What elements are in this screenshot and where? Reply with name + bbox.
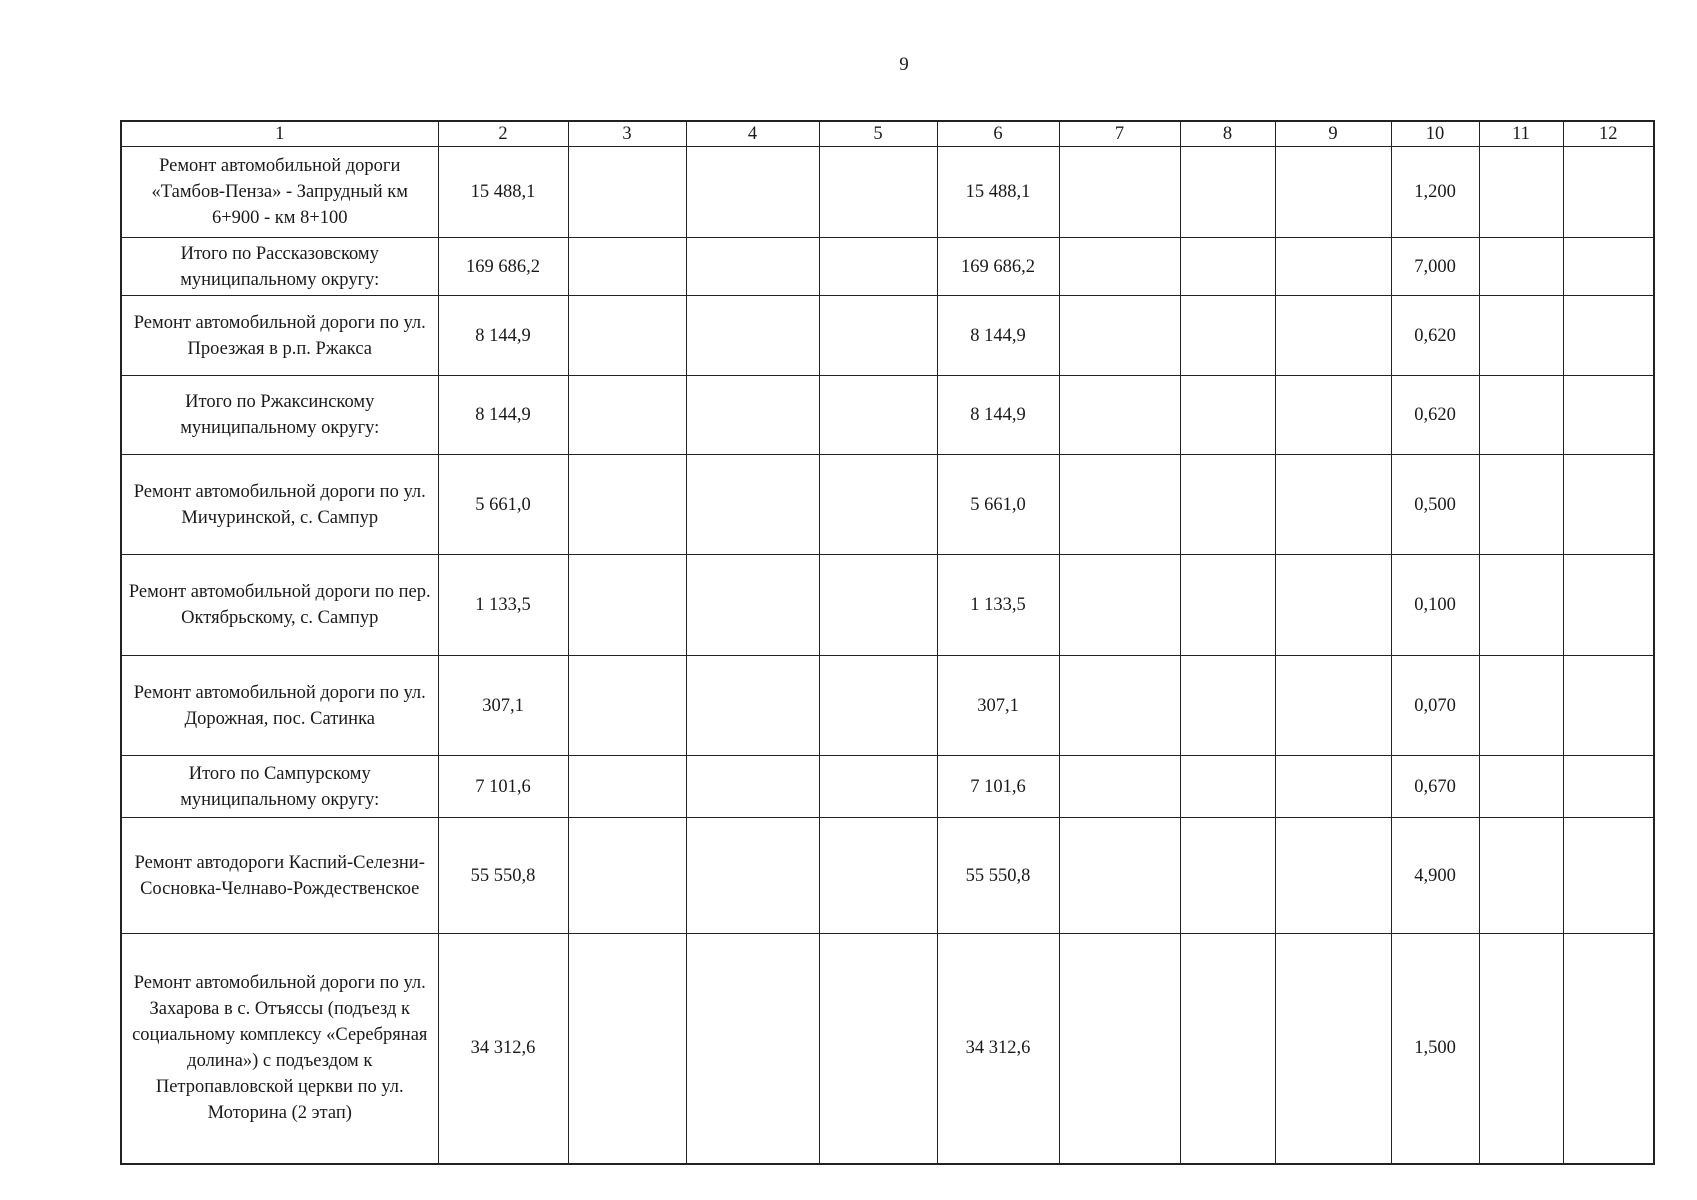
empty-cell	[819, 455, 937, 555]
value-cell-col6: 8 144,9	[937, 376, 1059, 455]
value-cell-col2: 1 133,5	[438, 555, 568, 656]
value-cell-col6: 34 312,6	[937, 934, 1059, 1164]
column-header: 2	[438, 121, 568, 147]
empty-cell	[568, 818, 686, 934]
value-cell-col10: 0,620	[1391, 296, 1479, 376]
empty-cell	[1563, 238, 1654, 296]
value-cell-col10: 0,100	[1391, 555, 1479, 656]
empty-cell	[686, 296, 819, 376]
empty-cell	[686, 455, 819, 555]
empty-cell	[1479, 376, 1563, 455]
empty-cell	[1180, 455, 1275, 555]
empty-cell	[1059, 238, 1180, 296]
table-row	[121, 656, 1654, 756]
empty-cell	[1563, 296, 1654, 376]
column-header: 9	[1275, 121, 1391, 147]
empty-cell	[686, 376, 819, 455]
column-header: 4	[686, 121, 819, 147]
value-cell-col6: 5 661,0	[937, 455, 1059, 555]
value-cell-col2: 7 101,6	[438, 756, 568, 818]
column-header: 7	[1059, 121, 1180, 147]
column-header: 6	[937, 121, 1059, 147]
road-name-cell: Ремонт автомобильной дороги «Тамбов-Пенза» - Запрудный км 6+900 - км 8+100	[121, 147, 438, 238]
table-row	[121, 147, 1654, 238]
empty-cell	[568, 238, 686, 296]
column-header: 11	[1479, 121, 1563, 147]
value-cell-col10: 4,900	[1391, 818, 1479, 934]
table-row	[121, 296, 1654, 376]
empty-cell	[1275, 455, 1391, 555]
column-header: 12	[1563, 121, 1654, 147]
empty-cell	[1479, 756, 1563, 818]
empty-cell	[568, 656, 686, 756]
empty-cell	[1059, 455, 1180, 555]
empty-cell	[1479, 818, 1563, 934]
empty-cell	[1275, 656, 1391, 756]
table-row	[121, 934, 1654, 1164]
empty-cell	[819, 818, 937, 934]
header-row	[121, 121, 1654, 147]
empty-cell	[1180, 656, 1275, 756]
empty-cell	[1180, 238, 1275, 296]
total-row	[121, 756, 1654, 818]
value-cell-col2: 8 144,9	[438, 296, 568, 376]
empty-cell	[1479, 656, 1563, 756]
empty-cell	[1059, 818, 1180, 934]
value-cell-col10: 0,670	[1391, 756, 1479, 818]
road-name-cell: Ремонт автомобильной дороги по ул. Мичуринской, с. Сампур	[121, 455, 438, 555]
empty-cell	[819, 934, 937, 1164]
empty-cell	[1479, 555, 1563, 656]
empty-cell	[686, 934, 819, 1164]
total-row	[121, 376, 1654, 455]
empty-cell	[1563, 756, 1654, 818]
empty-cell	[568, 934, 686, 1164]
empty-cell	[1563, 376, 1654, 455]
empty-cell	[1563, 455, 1654, 555]
road-name-cell: Ремонт автомобильной дороги по пер. Октябрьскому, с. Сампур	[121, 555, 438, 656]
empty-cell	[568, 376, 686, 455]
value-cell-col2: 5 661,0	[438, 455, 568, 555]
value-cell-col6: 169 686,2	[937, 238, 1059, 296]
column-header: 1	[121, 121, 438, 147]
empty-cell	[1479, 147, 1563, 238]
empty-cell	[819, 656, 937, 756]
column-header: 10	[1391, 121, 1479, 147]
value-cell-col2: 169 686,2	[438, 238, 568, 296]
empty-cell	[1059, 656, 1180, 756]
table-row	[121, 455, 1654, 555]
value-cell-col2: 34 312,6	[438, 934, 568, 1164]
value-cell-col10: 1,500	[1391, 934, 1479, 1164]
empty-cell	[1563, 818, 1654, 934]
empty-cell	[1180, 756, 1275, 818]
value-cell-col10: 1,200	[1391, 147, 1479, 238]
total-label-cell: Итого по Ржаксинскому муниципальному округу:	[121, 376, 438, 455]
value-cell-col6: 1 133,5	[937, 555, 1059, 656]
empty-cell	[686, 756, 819, 818]
empty-cell	[1479, 238, 1563, 296]
value-cell-col10: 0,500	[1391, 455, 1479, 555]
value-cell-col2: 307,1	[438, 656, 568, 756]
value-cell-col10: 0,070	[1391, 656, 1479, 756]
empty-cell	[819, 296, 937, 376]
total-label-cell: Итого по Сампурскому муниципальному округу:	[121, 756, 438, 818]
empty-cell	[686, 238, 819, 296]
value-cell-col2: 15 488,1	[438, 147, 568, 238]
empty-cell	[1275, 555, 1391, 656]
value-cell-col6: 307,1	[937, 656, 1059, 756]
empty-cell	[686, 555, 819, 656]
empty-cell	[1059, 147, 1180, 238]
empty-cell	[1180, 555, 1275, 656]
empty-cell	[1180, 376, 1275, 455]
empty-cell	[819, 555, 937, 656]
road-name-cell: Ремонт автомобильной дороги по ул. Дорожная, пос. Сатинка	[121, 656, 438, 756]
empty-cell	[1275, 238, 1391, 296]
table-row	[121, 555, 1654, 656]
empty-cell	[819, 238, 937, 296]
budget-table	[120, 120, 1655, 1165]
total-label-cell: Итого по Рассказовскому муниципальному округу:	[121, 238, 438, 296]
empty-cell	[686, 147, 819, 238]
road-name-cell: Ремонт автодороги Каспий-Селезни-Сосновка-Челнаво-Рождественское	[121, 818, 438, 934]
empty-cell	[819, 756, 937, 818]
empty-cell	[568, 296, 686, 376]
empty-cell	[1059, 934, 1180, 1164]
table-row	[121, 818, 1654, 934]
value-cell-col10: 7,000	[1391, 238, 1479, 296]
page-number: 9	[899, 54, 909, 75]
road-name-cell: Ремонт автомобильной дороги по ул. Захарова в с. Отъяссы (подъезд к социальному комплексу «Серебряная долина») с подъездом к Петропавловской церкви по ул. Моторина (2 этап)	[121, 934, 438, 1164]
empty-cell	[819, 376, 937, 455]
empty-cell	[1275, 756, 1391, 818]
value-cell-col6: 8 144,9	[937, 296, 1059, 376]
total-row	[121, 238, 1654, 296]
empty-cell	[1563, 147, 1654, 238]
empty-cell	[1479, 455, 1563, 555]
empty-cell	[1563, 656, 1654, 756]
empty-cell	[568, 455, 686, 555]
empty-cell	[1059, 555, 1180, 656]
empty-cell	[1275, 296, 1391, 376]
empty-cell	[819, 147, 937, 238]
empty-cell	[1275, 934, 1391, 1164]
empty-cell	[686, 818, 819, 934]
road-name-cell: Ремонт автомобильной дороги по ул. Проезжая в р.п. Ржакса	[121, 296, 438, 376]
column-header: 8	[1180, 121, 1275, 147]
value-cell-col6: 15 488,1	[937, 147, 1059, 238]
empty-cell	[1275, 147, 1391, 238]
empty-cell	[568, 147, 686, 238]
empty-cell	[1479, 934, 1563, 1164]
empty-cell	[1180, 296, 1275, 376]
empty-cell	[1275, 376, 1391, 455]
empty-cell	[686, 656, 819, 756]
empty-cell	[1180, 934, 1275, 1164]
empty-cell	[1059, 376, 1180, 455]
value-cell-col2: 8 144,9	[438, 376, 568, 455]
empty-cell	[1059, 296, 1180, 376]
empty-cell	[1180, 147, 1275, 238]
value-cell-col10: 0,620	[1391, 376, 1479, 455]
empty-cell	[568, 756, 686, 818]
empty-cell	[568, 555, 686, 656]
empty-cell	[1275, 818, 1391, 934]
column-header: 3	[568, 121, 686, 147]
empty-cell	[1563, 934, 1654, 1164]
empty-cell	[1563, 555, 1654, 656]
empty-cell	[1479, 296, 1563, 376]
column-header: 5	[819, 121, 937, 147]
value-cell-col2: 55 550,8	[438, 818, 568, 934]
value-cell-col6: 55 550,8	[937, 818, 1059, 934]
value-cell-col6: 7 101,6	[937, 756, 1059, 818]
empty-cell	[1180, 818, 1275, 934]
empty-cell	[1059, 756, 1180, 818]
